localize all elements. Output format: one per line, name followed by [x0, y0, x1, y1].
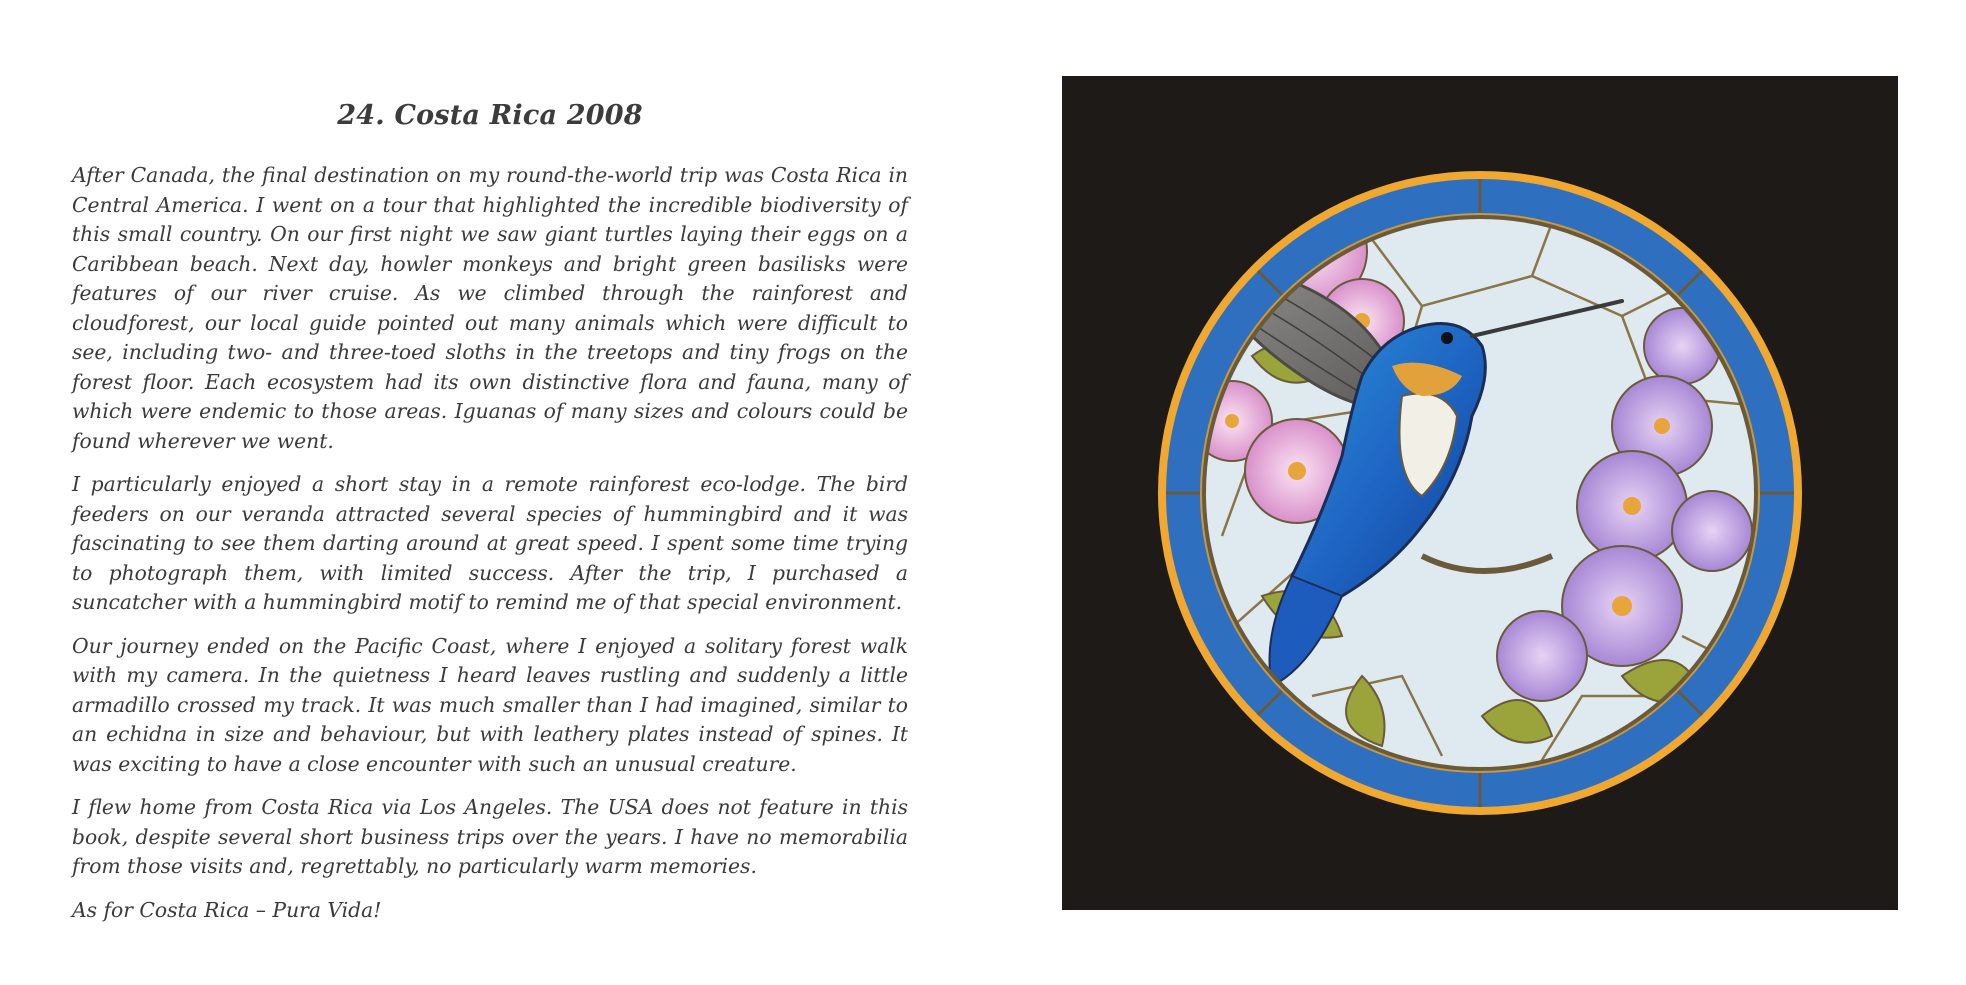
paragraph: I particularly enjoyed a short stay in a remote rainforest eco-lodge. The bird feeders on our veranda attracted several species of hummingbird and it was fascinating to see them darting around at great speed. I spent some time trying to photograph them, with limited success. After the trip, I purchased a suncatcher with a hummingbird motif to remind me of that special environment.	[72, 472, 908, 614]
text-page	[72, 100, 908, 939]
artwork-panel	[1062, 76, 1898, 910]
paragraph: After Canada, the final destination on my round-the-world trip was Costa Rica in Central America. I went on a tour that highlighted the incredible biodiversity of this small country. On our first night we saw giant turtles laying their eggs on a Caribbean beach. Next day, howler monkeys and bright green basilisks were features of our river cruise. As we climbed through the rainforest and cloudforest, our local guide pointed out many animals which were difficult to see, including two- and three-toed sloths in the treetops and tiny frogs on the forest floor. Each ecosystem had its own distinctive flora and fauna, many of which were endemic to those areas. Iguanas of many sizes and colours could be found wherever we went.	[72, 163, 908, 453]
paragraph: As for Costa Rica – Pura Vida!	[72, 897, 382, 922]
paragraph: Our journey ended on the Pacific Coast, where I enjoyed a solitary forest walk with my camera. In the quietness I heard leaves rustling and suddenly a little armadillo crossed my track. It was much smaller than I had imagined, similar to an echidna in size and behaviour, but with leathery plates instead of spines. It was exciting to have a close encounter with such an unusual creature.	[72, 633, 908, 776]
chapter-title: 24. Costa Rica 2008	[337, 100, 643, 131]
paragraph: I flew home from Costa Rica via Los Angeles. The USA does not feature in this book, despite several short business trips over the years. I have no memorabilia from those visits and, regrettably, no particularly warm memories.	[72, 795, 908, 878]
stained-glass-hummingbird-image	[1062, 76, 1898, 910]
